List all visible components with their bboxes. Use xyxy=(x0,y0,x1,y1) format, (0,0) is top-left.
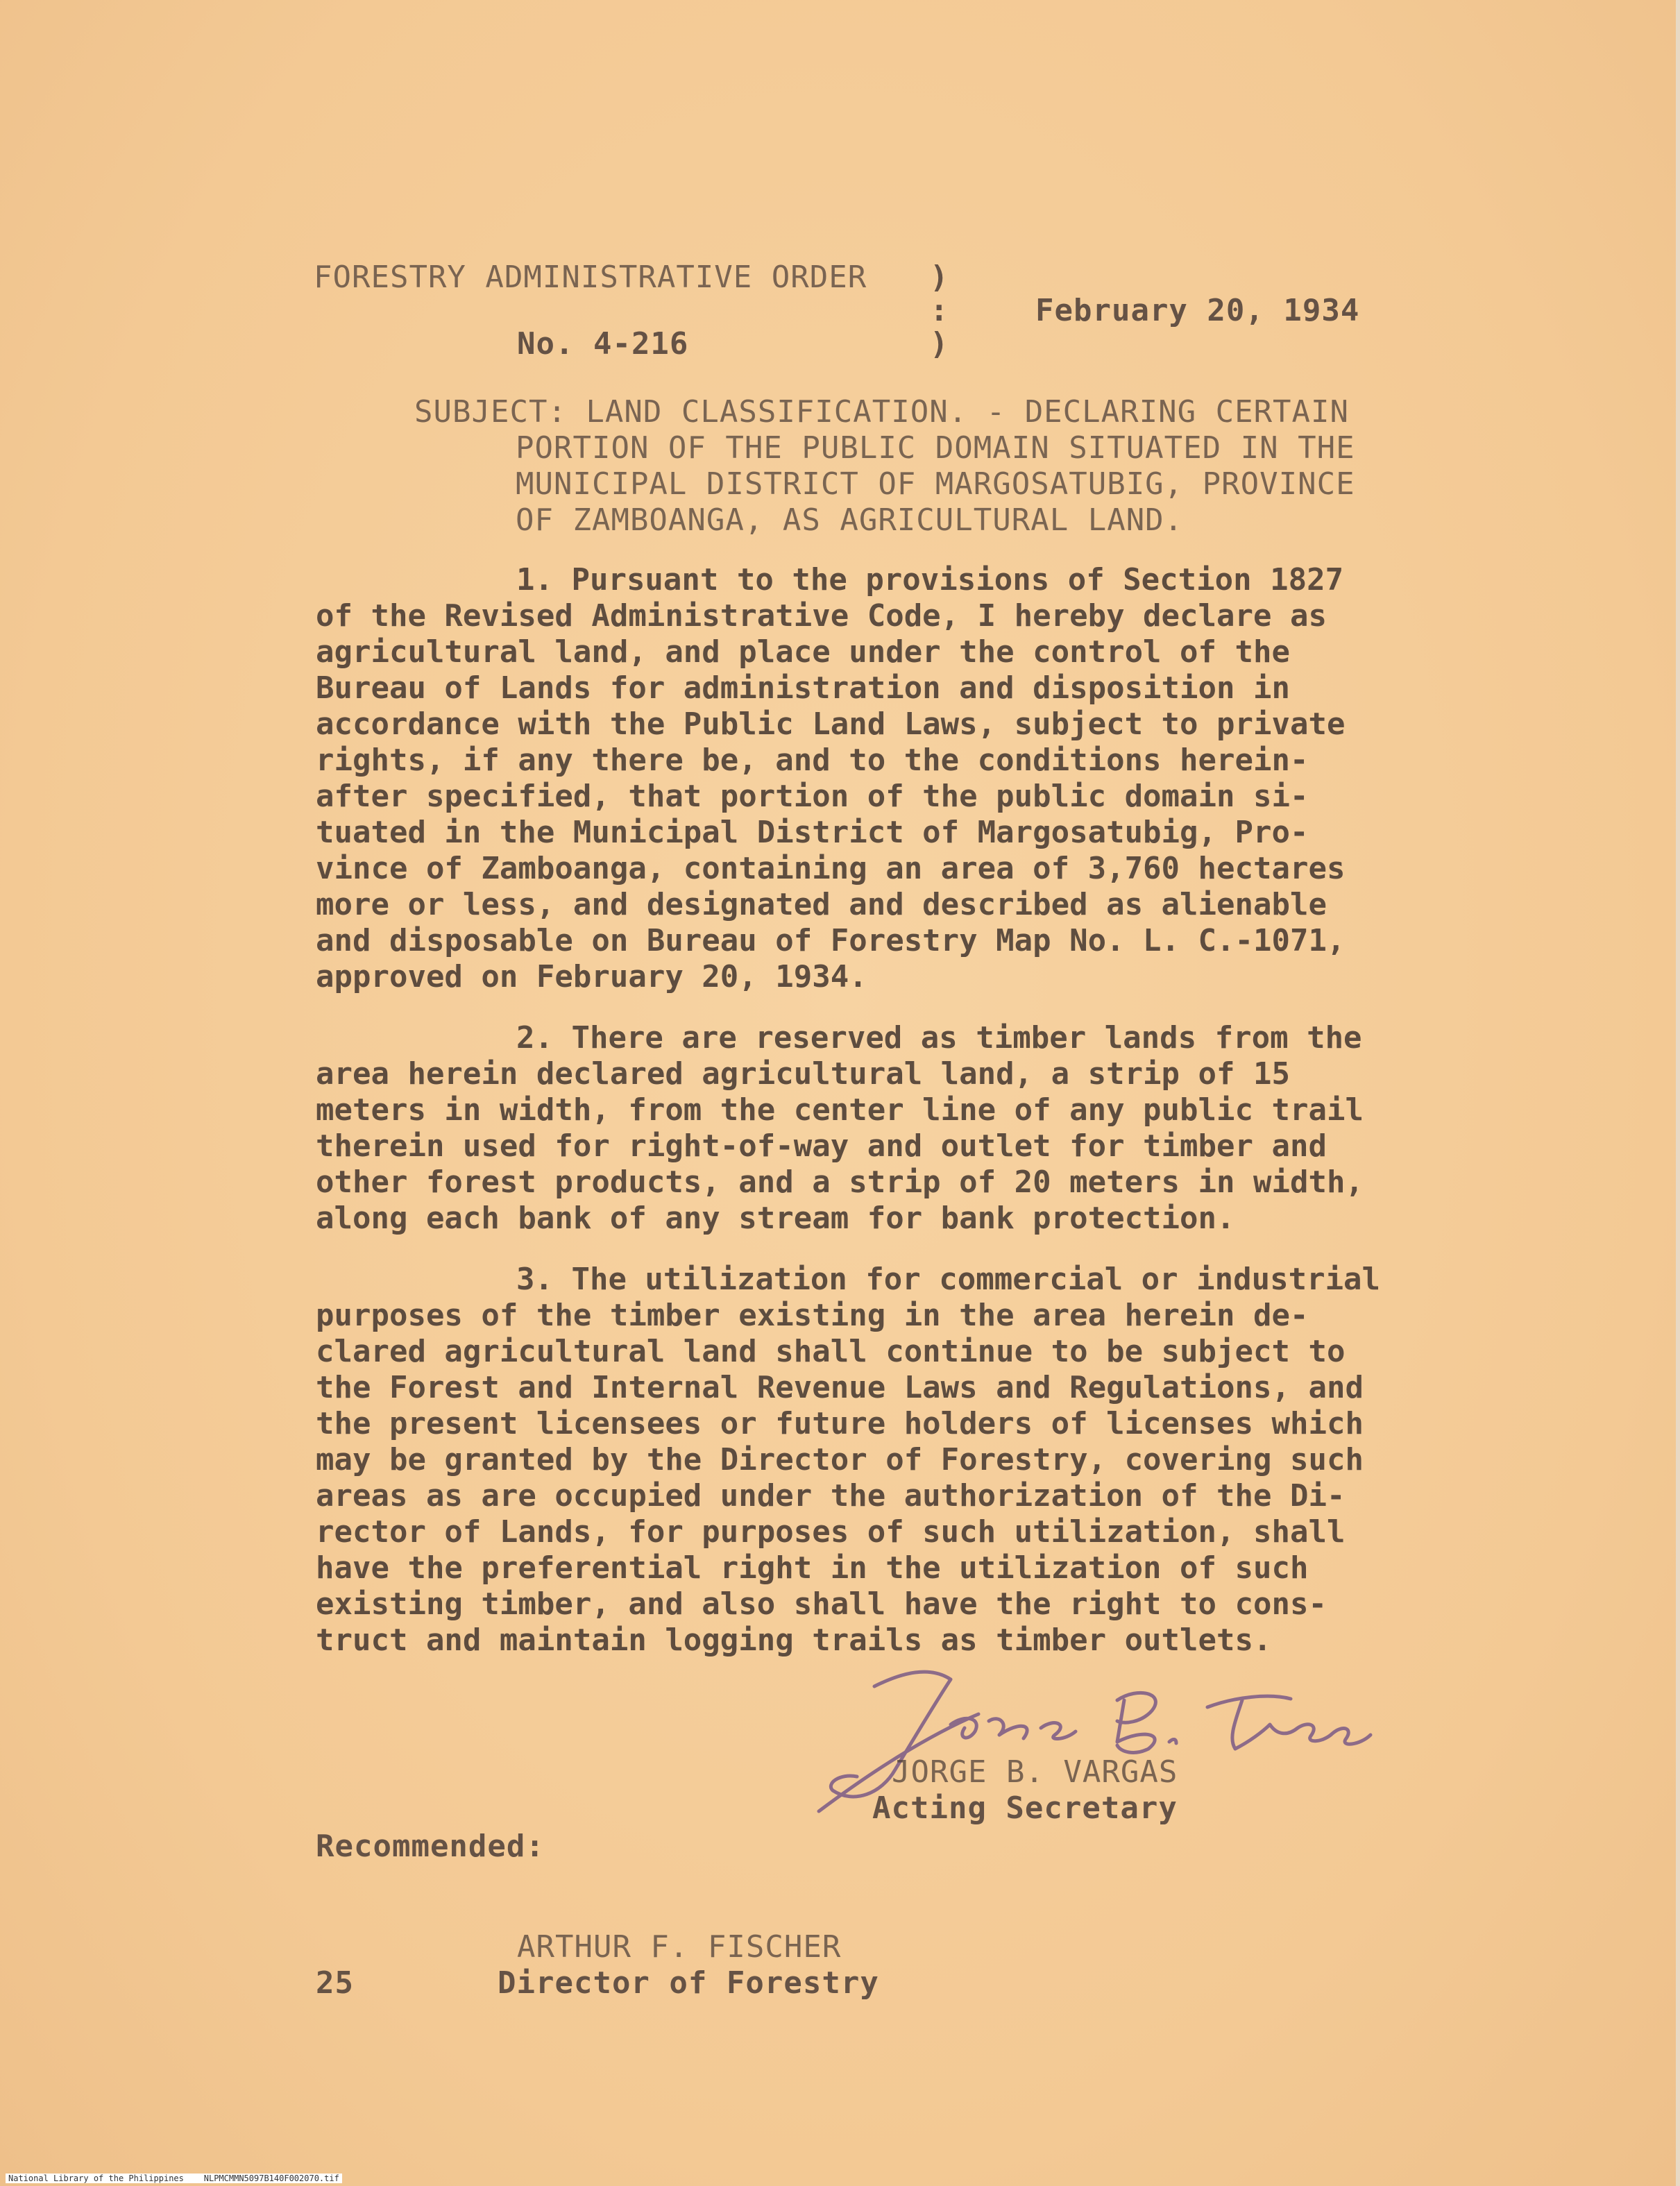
p3-line: truct and maintain logging trails as timber outlets. xyxy=(316,1622,1272,1658)
subject-line-2: PORTION OF THE PUBLIC DOMAIN SITUATED IN THE xyxy=(516,430,1355,466)
p1-line: more or less, and designated and described as alienable xyxy=(316,887,1327,922)
bracket-bot: ) xyxy=(930,326,949,362)
order-date: February 20, 1934 xyxy=(1035,293,1360,328)
subject-line-1: SUBJECT: LAND CLASSIFICATION. - DECLARING CERTAIN xyxy=(414,394,1350,430)
p3-line: areas as are occupied under the authorization of the Di- xyxy=(316,1478,1346,1514)
order-number: No. 4-216 xyxy=(517,326,689,362)
page-number: 25 xyxy=(316,1965,354,2001)
p2-line: area herein declared agricultural land, a strip of 15 xyxy=(316,1056,1290,1092)
p1-line: agricultural land, and place under the control of the xyxy=(316,634,1290,670)
p1-line: rights, if any there be, and to the conditions herein- xyxy=(316,743,1309,778)
p3-line: clared agricultural land shall continue to be subject to xyxy=(316,1334,1346,1369)
p1-line: tuated in the Municipal District of Margosatubig, Pro- xyxy=(316,815,1309,850)
p3-line: have the preferential right in the utilization of such xyxy=(316,1550,1309,1586)
p3-line: existing timber, and also shall have the right to cons- xyxy=(316,1586,1327,1622)
signer-title: Acting Secretary xyxy=(872,1790,1178,1826)
p1-line: accordance with the Public Land Laws, subject to private xyxy=(316,706,1346,742)
p2-line: other forest products, and a strip of 20 meters in width, xyxy=(316,1164,1364,1200)
signer-name: JORGE B. VARGAS xyxy=(892,1754,1178,1790)
p1-line: Bureau of Lands for administration and disposition in xyxy=(316,670,1290,706)
p1-line: of the Revised Administrative Code, I hereby declare as xyxy=(316,598,1327,634)
p2-line: meters in width, from the center line of any public trail xyxy=(316,1092,1364,1128)
order-title: FORESTRY ADMINISTRATIVE ORDER xyxy=(314,260,867,295)
archive-caption: National Library of the Philippines NLPMCMMN5097B140F002070.tif xyxy=(6,2174,342,2183)
recommender-title: Director of Forestry xyxy=(498,1965,879,2001)
p1-line: vince of Zamboanga, containing an area of 3,760 hectares xyxy=(316,851,1346,886)
subject-line-3: MUNICIPAL DISTRICT OF MARGOSATUBIG, PROVINCE xyxy=(516,466,1355,502)
subject-line-4: OF ZAMBOANGA, AS AGRICULTURAL LAND. xyxy=(516,502,1184,538)
p1-line: 1. Pursuant to the provisions of Section 1827 xyxy=(516,562,1344,598)
p2-line: therein used for right-of-way and outlet for timber and xyxy=(316,1128,1327,1164)
p1-line: after specified, that portion of the public domain si- xyxy=(316,779,1309,814)
p3-line: the Forest and Internal Revenue Laws and Regulations, and xyxy=(316,1370,1364,1405)
p3-line: 3. The utilization for commercial or industrial xyxy=(516,1262,1381,1297)
p3-line: rector of Lands, for purposes of such utilization, shall xyxy=(316,1514,1346,1550)
p1-line: approved on February 20, 1934. xyxy=(316,959,867,994)
p3-line: purposes of the timber existing in the area herein de- xyxy=(316,1298,1309,1333)
p3-line: may be granted by the Director of Forestry, covering such xyxy=(316,1442,1364,1477)
p3-line: the present licensees or future holders of licenses which xyxy=(316,1406,1364,1441)
bracket-mid: : xyxy=(930,293,949,328)
bracket-top: ) xyxy=(930,260,949,295)
recommender-name: ARTHUR F. FISCHER xyxy=(517,1929,842,1965)
p1-line: and disposable on Bureau of Forestry Map No. L. C.-1071, xyxy=(316,923,1346,958)
p2-line: 2. There are reserved as timber lands from the xyxy=(516,1020,1362,1056)
p2-line: along each bank of any stream for bank protection. xyxy=(316,1201,1235,1236)
recommended-label: Recommended: xyxy=(316,1829,545,1864)
page-edge xyxy=(1676,0,1680,2186)
